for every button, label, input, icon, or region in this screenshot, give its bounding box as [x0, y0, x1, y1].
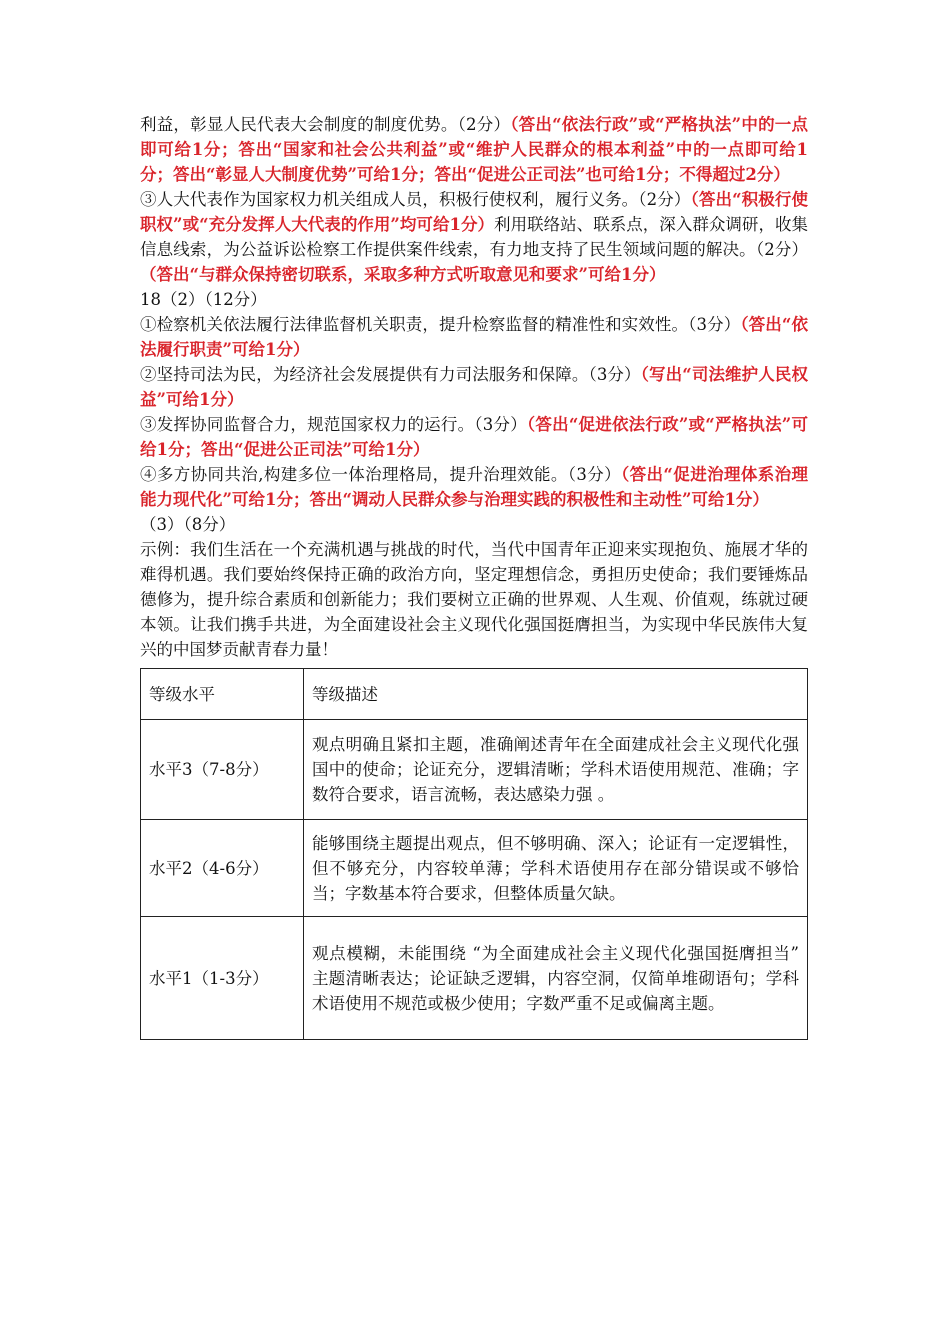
description-cell: 观点明确且紧扣主题，准确阐述青年在全面建成社会主义现代化强国中的使命；论证充分，逻辑清晰；学科术语使用规范、准确；字数符合要求，语言流畅，表达感染力强 。: [304, 720, 808, 820]
paragraph-point-1: [140, 312, 808, 362]
scoring-note: （答出“依法行政”或“严格执法”中的一点即可给1分；答出“国家和社会公共利益”或“维护人民群众的根本利益”中的一点即可给1分；答出“彰显人大制度优势”可给1分；答出“促进公正司法”也可给1分；不得超过2分）: [140, 115, 809, 184]
table-row: [141, 820, 808, 917]
table-row: [141, 720, 808, 820]
example-answer: 示例：我们生活在一个充满机遇与挑战的时代，当代中国青年正迎来实现抱负、施展才华的难得机遇。我们要始终保持正确的政治方向，坚定理想信念，勇担历史使命；我们要锤炼品德修为，提升综合素质和创新能力；我们要树立正确的世界观、人生观、价值观，练就过硬本领。让我们携手共进，为全面建设社会主义现代化强国挺膺担当，为实现中华民族伟大复兴的中国梦贡献青春力量！: [140, 540, 808, 659]
level-cell: 水平1（1-3分）: [141, 917, 304, 1040]
header-description: 等级描述: [304, 669, 808, 720]
paragraph-point-3: [140, 187, 808, 287]
answer-text: 利益，彰显人民代表大会制度的制度优势。（2分）: [140, 115, 511, 134]
answer-text: ③人大代表作为国家权力机关组成人员，积极行使权利，履行义务。（2分）: [140, 190, 691, 209]
grading-table: [140, 668, 808, 1040]
answer-text: ②坚持司法为民，为经济社会发展提供有力司法服务和保障。（3分）: [140, 365, 641, 384]
answer-document: [140, 112, 808, 1040]
paragraph-point-2: [140, 362, 808, 412]
description-cell: 能够围绕主题提出观点，但不够明确、深入；论证有一定逻辑性，但不够充分，内容较单薄；学科术语使用存在部分错误或不够恰当；字数基本符合要求，但整体质量欠缺。: [304, 820, 808, 917]
level-cell: 水平3（7-8分）: [141, 720, 304, 820]
level-cell: 水平2（4-6分）: [141, 820, 304, 917]
answer-text: ④多方协同共治,构建多位一体治理格局，提升治理效能。（3分）: [140, 465, 622, 484]
answer-text: ③发挥协同监督合力，规范国家权力的运行。（3分）: [140, 415, 527, 434]
scoring-note: （写出“司法维护人民权益”可给1分）: [140, 365, 808, 409]
scoring-note: （答出“与群众保持密切联系，采取多种方式听取意见和要求”可给1分）: [140, 265, 666, 284]
paragraph-point-4: [140, 462, 808, 512]
question-heading: 18（2）（12分）: [140, 290, 267, 309]
paragraph-point-3b: [140, 412, 808, 462]
scoring-note: （答出“促进治理体系治理能力现代化”可给1分；答出“调动人民群众参与治理实践的积极性和主动性”可给1分）: [140, 465, 808, 509]
scoring-note: （答出“促进依法行政”或“严格执法”可给1分；答出“促进公正司法”可给1分）: [140, 415, 809, 459]
scoring-note: （答出“积极行使职权”或“充分发挥人大代表的作用”均可给1分）: [140, 190, 808, 234]
scoring-note: （答出“依法履行职责”可给1分）: [140, 315, 808, 359]
table-row: [141, 917, 808, 1040]
question-heading-3: （3）（8分）: [140, 515, 236, 534]
table-header-row: [141, 669, 808, 720]
answer-text: ①检察机关依法履行法律监督机关职责，提升检察监督的精准性和实效性。（3分）: [140, 315, 741, 334]
paragraph-continuation: [140, 112, 808, 187]
header-level: 等级水平: [141, 669, 304, 720]
answer-text: 利用联络站、联系点，深入群众调研，收集信息线索，为公益诉讼检察工作提供案件线索，有力地支持了民生领域问题的解决。（2分）: [140, 215, 809, 259]
description-cell: 观点模糊，未能围绕 “为全面建成社会主义现代化强国挺膺担当” 主题清晰表达；论证缺乏逻辑，内容空洞，仅简单堆砌语句；学科术语使用不规范或极少使用；字数严重不足或偏离主题。: [304, 917, 808, 1040]
